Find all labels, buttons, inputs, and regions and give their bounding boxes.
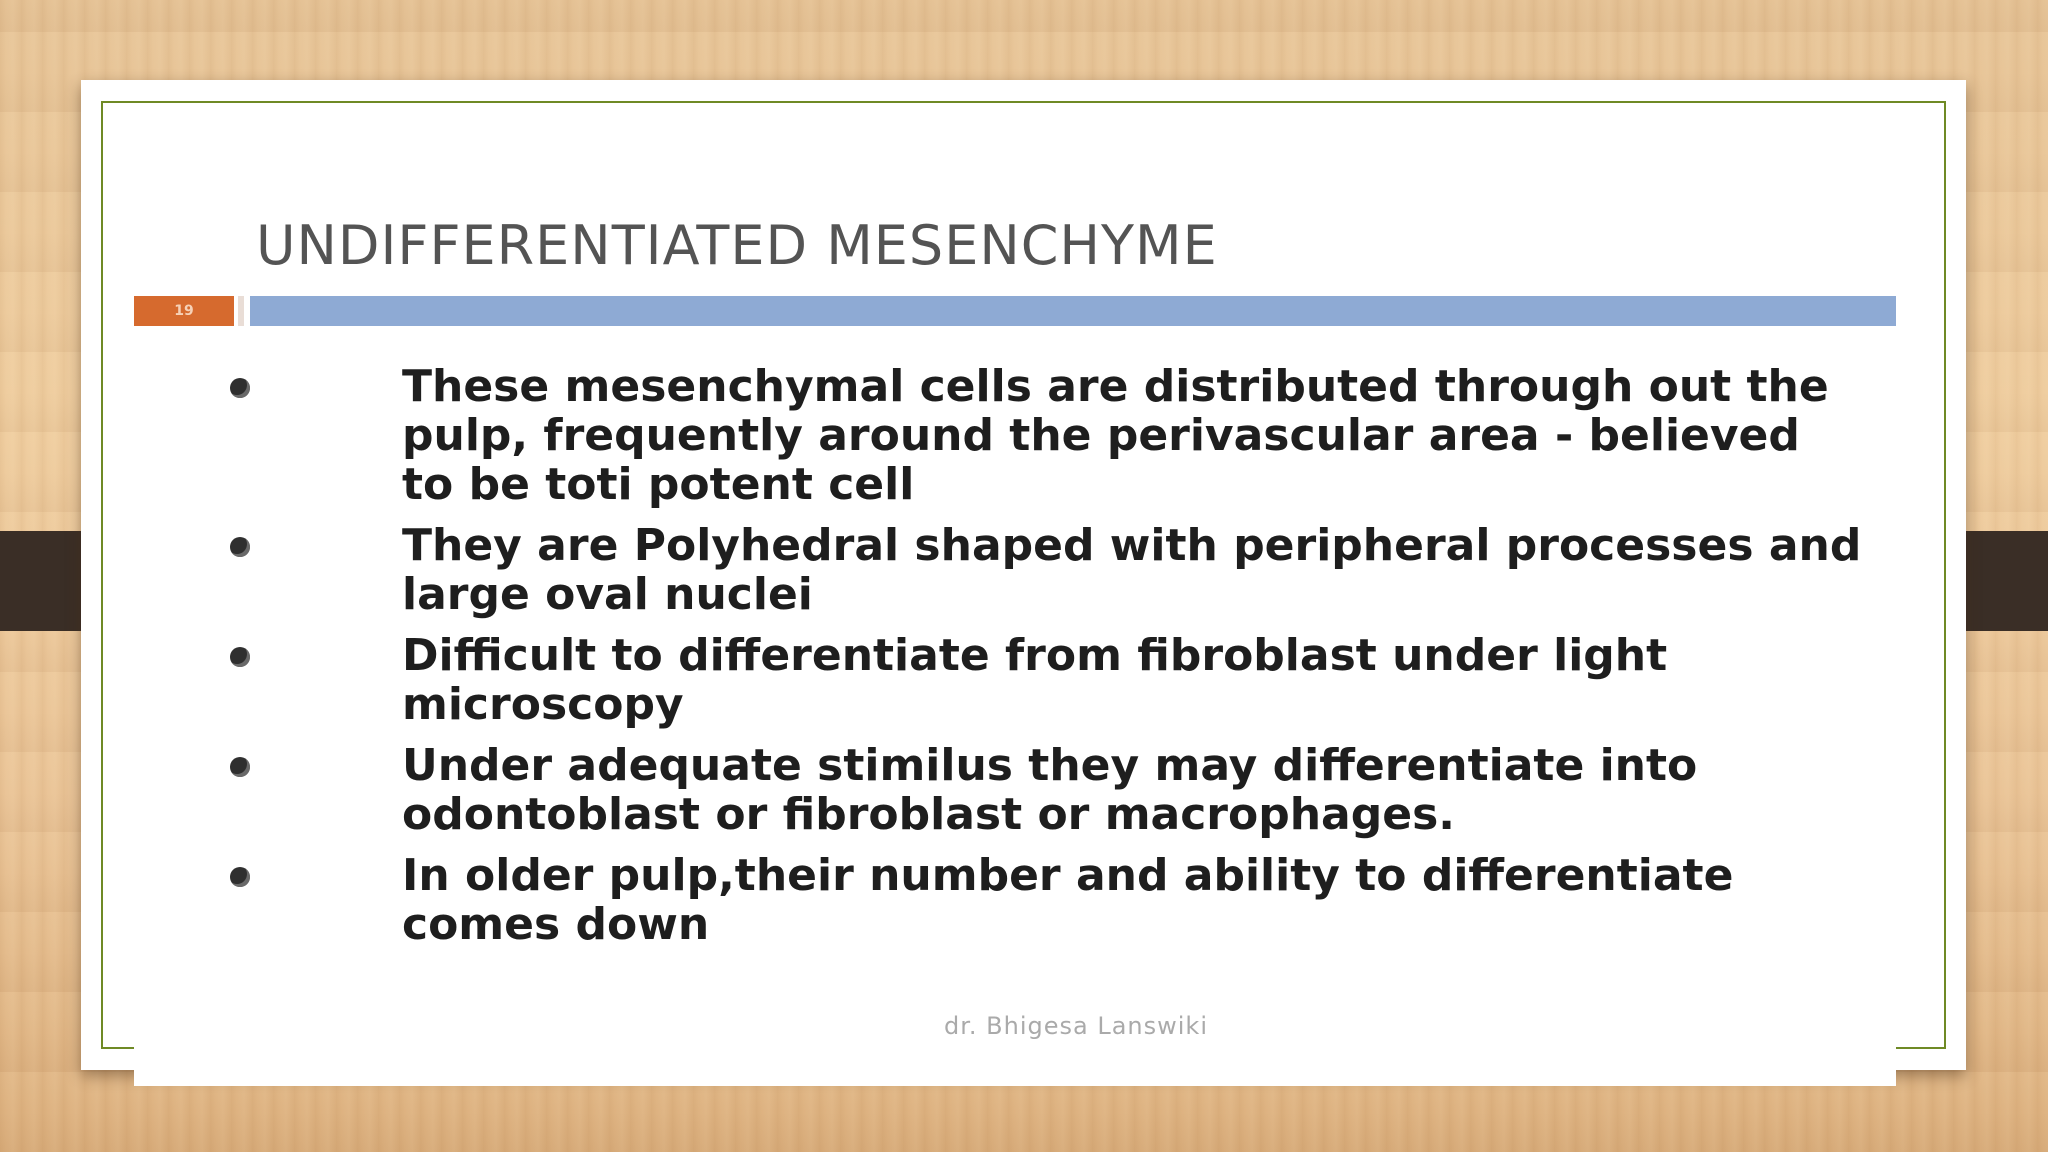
bullet-list xyxy=(224,362,1864,961)
bullet-text: These mesenchymal cells are distributed through out the pulp, frequently around the perivascular area - believed to be toti potent cell xyxy=(402,361,1829,510)
title-bar-divider xyxy=(238,296,244,326)
slide-number-badge xyxy=(134,296,234,326)
bullet-item xyxy=(224,741,1864,839)
bullet-text: They are Polyhedral shaped with peripheral processes and large oval nuclei xyxy=(402,520,1862,620)
bullet-icon xyxy=(230,647,250,667)
bullet-icon xyxy=(230,867,250,887)
bullet-text: Under adequate stimilus they may differentiate into odontoblast or fibroblast or macrophages. xyxy=(402,740,1698,840)
bullet-text: Difficult to differentiate from fibroblast under light microscopy xyxy=(402,630,1668,730)
bullet-item xyxy=(224,631,1864,729)
title-underline-bar xyxy=(250,296,1896,326)
bullet-item xyxy=(224,851,1864,949)
bullet-text: In older pulp,their number and ability to differentiate comes down xyxy=(402,850,1734,950)
bullet-icon xyxy=(230,537,250,557)
slide-number: 19 xyxy=(174,303,194,319)
slide-footer: dr. Bhigesa Lanswiki xyxy=(944,1012,1208,1040)
bullet-icon xyxy=(230,757,250,777)
bullet-item xyxy=(224,521,1864,619)
bullet-item xyxy=(224,362,1864,509)
slide-content xyxy=(134,112,1896,1086)
slide-title: UNDIFFERENTIATED MESENCHYME xyxy=(256,214,1218,277)
bullet-icon xyxy=(230,378,250,398)
